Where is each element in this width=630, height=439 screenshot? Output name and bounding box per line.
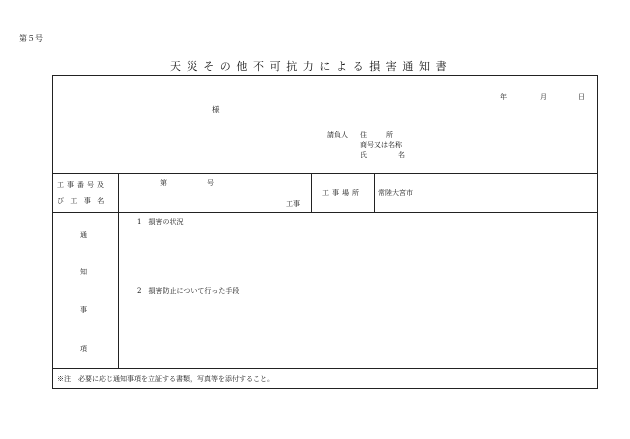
work-place-label-right-divider	[374, 173, 375, 212]
notice-items-label-char: 通	[80, 231, 87, 239]
date-month-label: 月	[540, 93, 547, 101]
work-number-label-line2: び工事名	[57, 197, 111, 205]
work-number-label-line1: 工事番号及	[57, 181, 107, 189]
date-day-label: 日	[578, 93, 585, 101]
work-number-prefix: 第	[160, 179, 167, 187]
notice-items-label-char: 知	[80, 268, 87, 276]
contractor-label: 請負人	[327, 131, 348, 139]
footnote: ※注 必要に応じ通知事項を立証する書類，写真等を添付すること。	[57, 375, 274, 383]
work-name-suffix: 工事	[286, 200, 300, 208]
damage-status-item: 1 損害の状況	[137, 218, 184, 226]
header-section-divider	[52, 173, 598, 174]
work-number-suffix: 号	[207, 179, 214, 187]
work-place-label-left-divider	[311, 173, 312, 212]
footnote-divider	[52, 368, 598, 369]
contractor-address-label: 住所	[360, 131, 412, 139]
label-column-divider	[118, 173, 119, 368]
form-number: 第５号	[19, 34, 43, 43]
notice-items-label-char: 事	[80, 306, 87, 314]
addressee-suffix: 様	[212, 105, 220, 114]
damage-prevention-item: 2 損害防止について行った手段	[137, 287, 240, 295]
date-year-label: 年	[500, 93, 507, 101]
work-row-divider	[52, 212, 598, 213]
work-place-value: 常陸大宮市	[378, 189, 413, 197]
form-table	[52, 75, 598, 389]
contractor-name-label: 氏名	[360, 151, 436, 159]
notice-items-label-char: 項	[80, 345, 87, 353]
work-place-label: 工事場所	[322, 189, 362, 197]
contractor-trade-name-label: 商号又は名称	[360, 141, 402, 149]
document-title: 天災その他不可抗力による損害通知書	[170, 60, 453, 73]
